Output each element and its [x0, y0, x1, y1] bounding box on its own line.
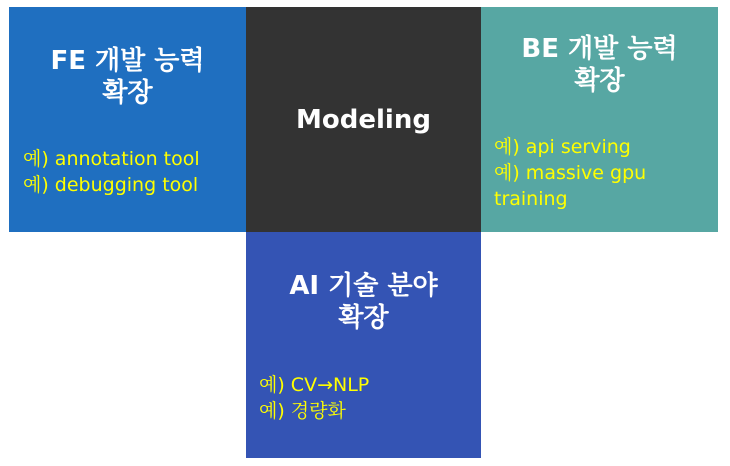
- be-example-3: training: [494, 188, 568, 210]
- ai-box: [246, 232, 481, 458]
- fe-box: [9, 7, 246, 232]
- fe-title: [9, 45, 246, 109]
- modeling-box: [246, 7, 481, 232]
- fe-example-2: 예) debugging tool: [23, 174, 199, 196]
- fe-examples: [23, 146, 200, 198]
- ai-title-line1: AI 기술 분야: [289, 271, 438, 301]
- fe-example-1: 예) annotation tool: [23, 148, 200, 170]
- fe-title-line2: 확장: [102, 78, 153, 108]
- be-title-line1: BE 개발 능력: [521, 34, 678, 64]
- ai-examples: [259, 372, 369, 424]
- fe-title-line1: FE 개발 능력: [50, 46, 205, 76]
- be-title: [481, 33, 718, 97]
- be-example-2: 예) massive gpu: [494, 162, 647, 184]
- ai-title-line2: 확장: [338, 303, 389, 333]
- modeling-title: Modeling: [296, 105, 431, 135]
- be-title-line2: 확장: [574, 66, 625, 96]
- ai-example-2: 예) 경량화: [259, 400, 346, 422]
- be-example-1: 예) api serving: [494, 136, 631, 158]
- be-box: [481, 7, 718, 232]
- ai-example-1: 예) CV→NLP: [259, 374, 370, 396]
- be-examples: [494, 134, 646, 212]
- ai-title: [246, 270, 481, 334]
